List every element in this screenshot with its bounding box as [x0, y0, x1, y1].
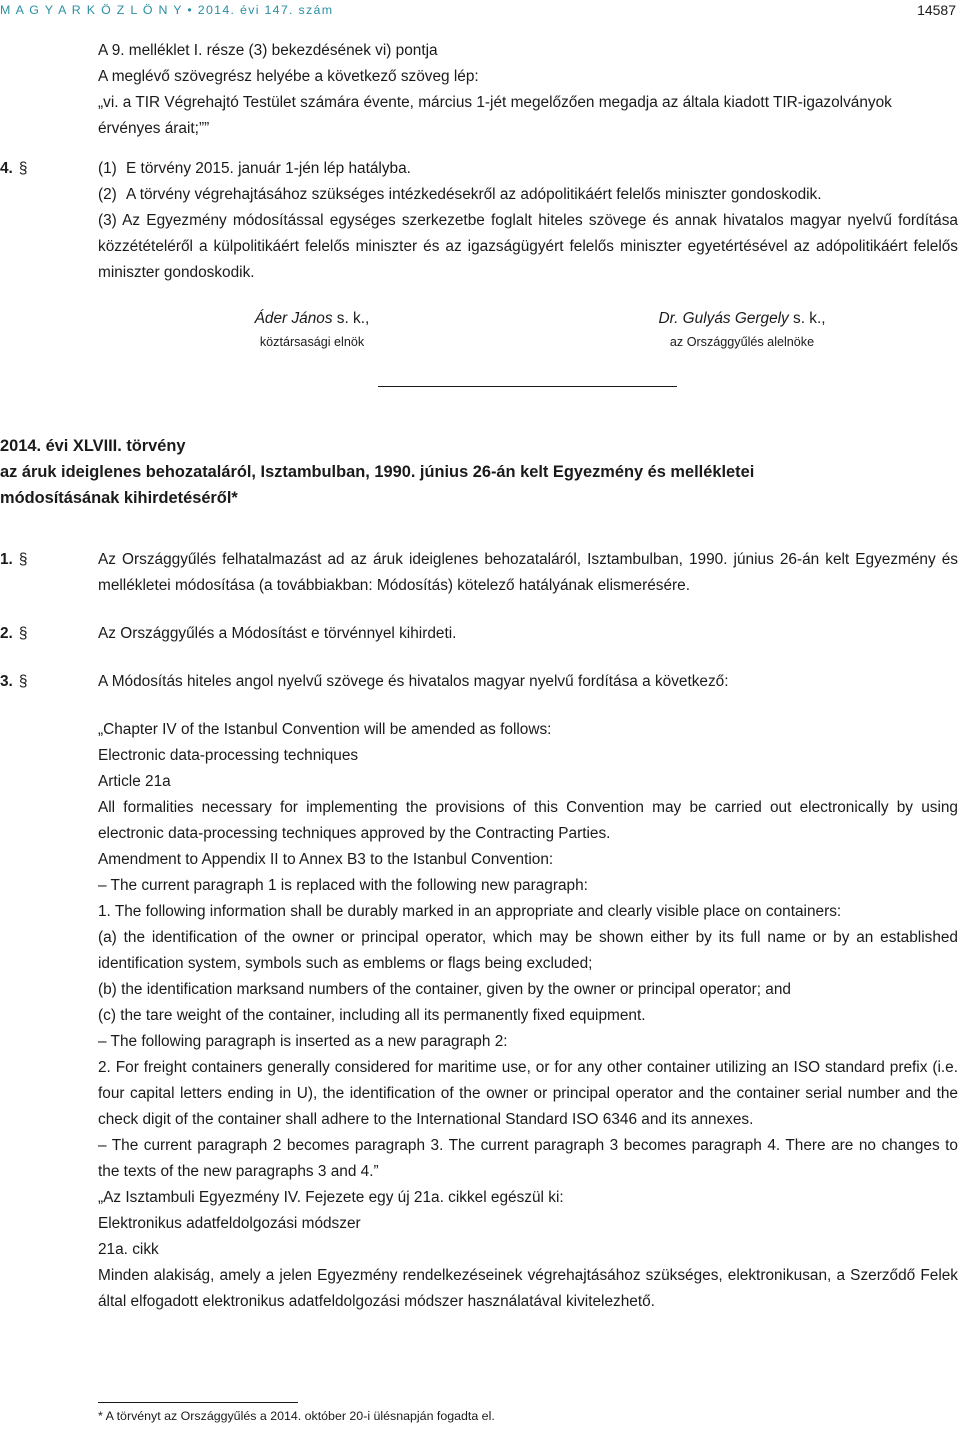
- subparagraph: [98, 156, 958, 182]
- subparagraph-text: Az Egyezmény módosítással egységes szerkezetbe foglalt hiteles szövege és annak hivatalos magyar nyelvű fordítása közzétételéről a külpolitikáért felelős miniszter és az igazságügyért felelős miniszter egyetértésével az adópolitikáért felelős miniszter gondoskodik.: [98, 212, 958, 281]
- amendment-intro: [98, 38, 958, 142]
- quoted-amendment: [98, 717, 958, 1315]
- section-number: [0, 621, 98, 647]
- document-body: [0, 38, 958, 1315]
- quote-paragraph: All formalities necessary for implementing the provisions of this Convention may be carried out electronically by using electronic data-processing techniques approved by the Contracting Parties.: [98, 799, 958, 842]
- law-title-line: módosításának kihirdetéséről*: [0, 489, 238, 507]
- quote-paragraph: 1. The following information shall be durably marked in an appropriate and clearly visible place on containers:: [98, 903, 842, 920]
- page-number: 14587: [917, 2, 956, 18]
- section-sign: §: [18, 160, 28, 177]
- section-3: [0, 669, 958, 695]
- subparagraph: [98, 208, 958, 286]
- footnote: [98, 1407, 495, 1425]
- quote-paragraph: – The current paragraph 1 is replaced with the following new paragraph:: [98, 877, 588, 894]
- signer-name: Áder János: [254, 310, 333, 327]
- footnote-rule: [98, 1402, 298, 1403]
- law-title: [0, 433, 958, 511]
- section-num: 3.: [0, 673, 13, 690]
- page-header: [0, 0, 960, 22]
- section-1: [0, 547, 958, 599]
- subparagraph-label: (1): [98, 160, 117, 177]
- signer-role: az Országgyűlés alelnöke: [669, 335, 815, 349]
- signer-role: köztársasági elnök: [259, 335, 365, 349]
- subparagraph: [98, 182, 958, 208]
- quote-paragraph: 2. For freight containers generally considered for maritime use, or for any other container utilizing an ISO standard prefix (i.e. four capital letters ending in U), the identification of the owner or principal operator and the container serial number and the check digit of the container shall adhere to the International Standard ISO 6346 and its annexes.: [98, 1059, 958, 1128]
- quote-paragraph: Electronic data-processing techniques: [98, 747, 359, 764]
- footnote-marker: *: [98, 1409, 103, 1423]
- subparagraph-text: E törvény 2015. január 1-jén lép hatályba.: [126, 160, 411, 177]
- quote-paragraph: (a) the identification of the owner or principal operator, which may be shown either by its full name or by an established identification system, symbols such as emblems or flags being excluded;: [98, 929, 958, 972]
- subparagraph-label: (2): [98, 186, 117, 203]
- section-number: [0, 547, 98, 599]
- quote-paragraph: Amendment to Appendix II to Annex B3 to the Istanbul Convention:: [98, 851, 554, 868]
- quote-paragraph: Minden alakiság, amely a jelen Egyezmény rendelkezéseinek végrehajtásához szükséges, elektronikusan, a Szerződő Felek által elfogadott elektronikus adatfeldolgozási módszer használatával kivitelezhető.: [98, 1267, 958, 1310]
- intro-line: A 9. melléklet I. része (3) bekezdésének vi) pontja: [98, 42, 438, 59]
- quote-paragraph: „Az Isztambuli Egyezmény IV. Fejezete egy új 21a. cikkel egészül ki:: [98, 1189, 564, 1206]
- intro-line: A meglévő szövegrész helyébe a következő szöveg lép:: [98, 68, 479, 85]
- section-num: 1.: [0, 551, 13, 568]
- signatures: [0, 306, 958, 368]
- section-2: [0, 621, 958, 647]
- section-number: [0, 669, 98, 695]
- signer-name: Dr. Gulyás Gergely: [658, 310, 789, 327]
- section-sign: §: [18, 673, 28, 690]
- quote-paragraph: 21a. cikk: [98, 1241, 159, 1258]
- quote-paragraph: Article 21a: [98, 773, 171, 790]
- signature-president: [162, 306, 462, 352]
- section-4: [0, 156, 958, 286]
- quote-paragraph: Elektronikus adatfeldolgozási módszer: [98, 1215, 361, 1232]
- section-number: [0, 156, 98, 286]
- intro-line: „vi. a TIR Végrehajtó Testület számára évente, március 1-jét megelőzően megadja az általa kiadott TIR-igazolványok érvényes árait;””: [98, 94, 892, 137]
- section-sign: §: [18, 625, 28, 642]
- section-text: A Módosítás hiteles angol nyelvű szövege és hivatalos magyar nyelvű fordítása a következő:: [98, 673, 729, 690]
- quote-paragraph: „Chapter IV of the Istanbul Convention will be amended as follows:: [98, 721, 552, 738]
- quote-paragraph: (c) the tare weight of the container, including all its permanently fixed equipment.: [98, 1007, 646, 1024]
- subparagraph-label: (3): [98, 212, 117, 229]
- journal-title: M A G Y A R K Ö Z L Ö N Y • 2014. évi 147. szám: [0, 3, 334, 17]
- signer-suffix: s. k.,: [332, 310, 370, 327]
- separator-rule: [378, 386, 677, 387]
- signature-vice-speaker: [592, 306, 892, 352]
- subparagraph-text: A törvény végrehajtásához szükséges intézkedésekről az adópolitikáért felelős miniszter gondoskodik.: [126, 186, 822, 203]
- section-sign: §: [18, 551, 28, 568]
- section-num: 2.: [0, 625, 13, 642]
- quote-paragraph: – The following paragraph is inserted as a new paragraph 2:: [98, 1033, 508, 1050]
- quote-paragraph: (b) the identification marksand numbers of the container, given by the owner or principal operator; and: [98, 981, 791, 998]
- section-text: Az Országgyűlés felhatalmazást ad az áruk ideiglenes behozataláról, Isztambulban, 1990. június 26-án kelt Egyezmény és mellékletei módosítása (a továbbiakban: Módosítás) kötelező hatályának elismerésére.: [98, 551, 958, 594]
- quote-paragraph: – The current paragraph 2 becomes paragraph 3. The current paragraph 3 becomes paragraph 4. There are no changes to the texts of the new paragraphs 3 and 4.”: [98, 1137, 958, 1180]
- signer-suffix: s. k.,: [788, 310, 826, 327]
- law-title-line: az áruk ideiglenes behozataláról, Isztambulban, 1990. június 26-án kelt Egyezmény és mellékletei: [0, 463, 755, 481]
- footnote-text: A törvényt az Országgyűlés a 2014. október 20-i ülésnapján fogadta el.: [105, 1409, 495, 1423]
- law-title-line: 2014. évi XLVIII. törvény: [0, 437, 186, 455]
- section-num: 4.: [0, 160, 13, 177]
- section-text: Az Országgyűlés a Módosítást e törvénnyel kihirdeti.: [98, 625, 457, 642]
